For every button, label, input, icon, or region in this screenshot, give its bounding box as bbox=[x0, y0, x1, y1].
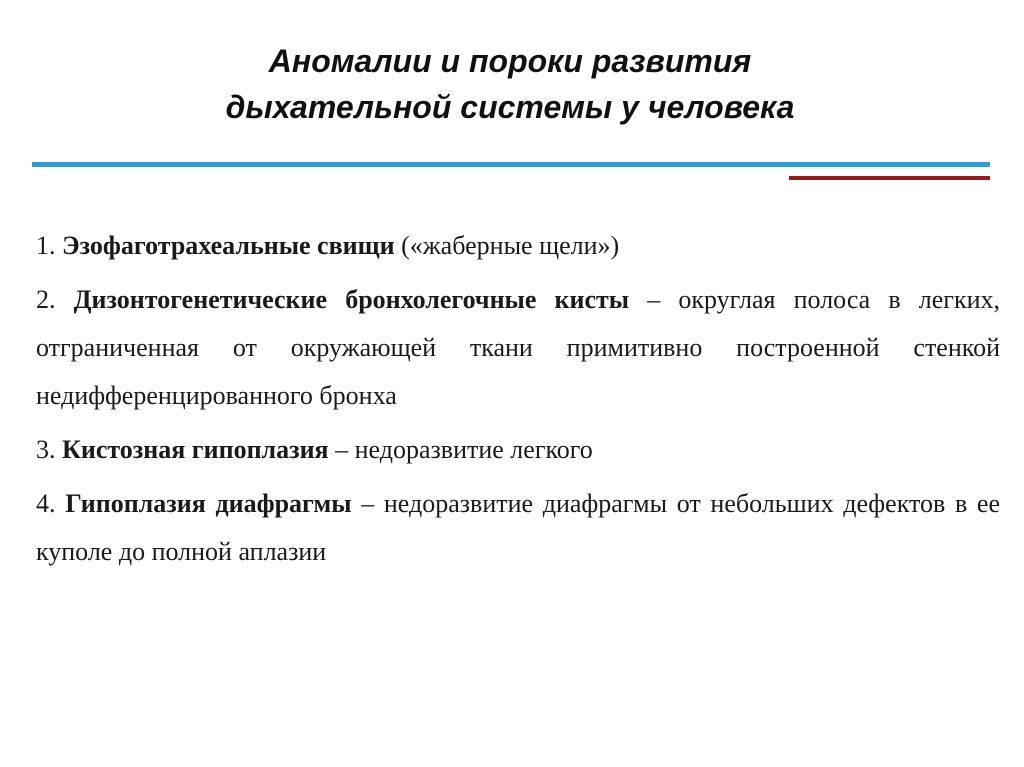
item-term: Гипоплазия диафрагмы bbox=[65, 489, 352, 518]
item-text: («жаберные щели») bbox=[401, 231, 620, 260]
title-line-2: дыхательной системы у человека bbox=[225, 89, 795, 125]
item-term: Дизонтогенетические бронхолегочные кисты bbox=[73, 285, 630, 314]
title-underline-blue bbox=[32, 162, 990, 167]
item-number: 1. bbox=[36, 231, 56, 260]
title-line-1: Аномалии и пороки развития bbox=[268, 43, 752, 79]
item-text: – недоразвитие диафрагмы от небольших дефектов в ее куполе до полной аплазии bbox=[36, 489, 1001, 566]
slide-title bbox=[100, 38, 920, 130]
item-term: Эзофаготрахеальные свищи bbox=[62, 231, 395, 260]
item-number: 4. bbox=[36, 489, 56, 518]
list-item-1 bbox=[36, 222, 1000, 270]
list-item-3 bbox=[36, 426, 1000, 474]
item-number: 3. bbox=[36, 435, 56, 464]
item-term: Кистозная гипоплазия bbox=[62, 435, 329, 464]
content-list bbox=[36, 222, 1000, 576]
list-item-4 bbox=[36, 480, 1000, 576]
item-number: 2. bbox=[36, 285, 56, 314]
title-underline-red bbox=[789, 176, 990, 180]
item-text: – недоразвитие легкого bbox=[335, 435, 593, 464]
list-item-2 bbox=[36, 276, 1000, 420]
item-text: – округлая полоса в легких, отграниченная от окружающей ткани примитивно построенной стенкой недифференцированного бронха bbox=[36, 285, 1001, 410]
